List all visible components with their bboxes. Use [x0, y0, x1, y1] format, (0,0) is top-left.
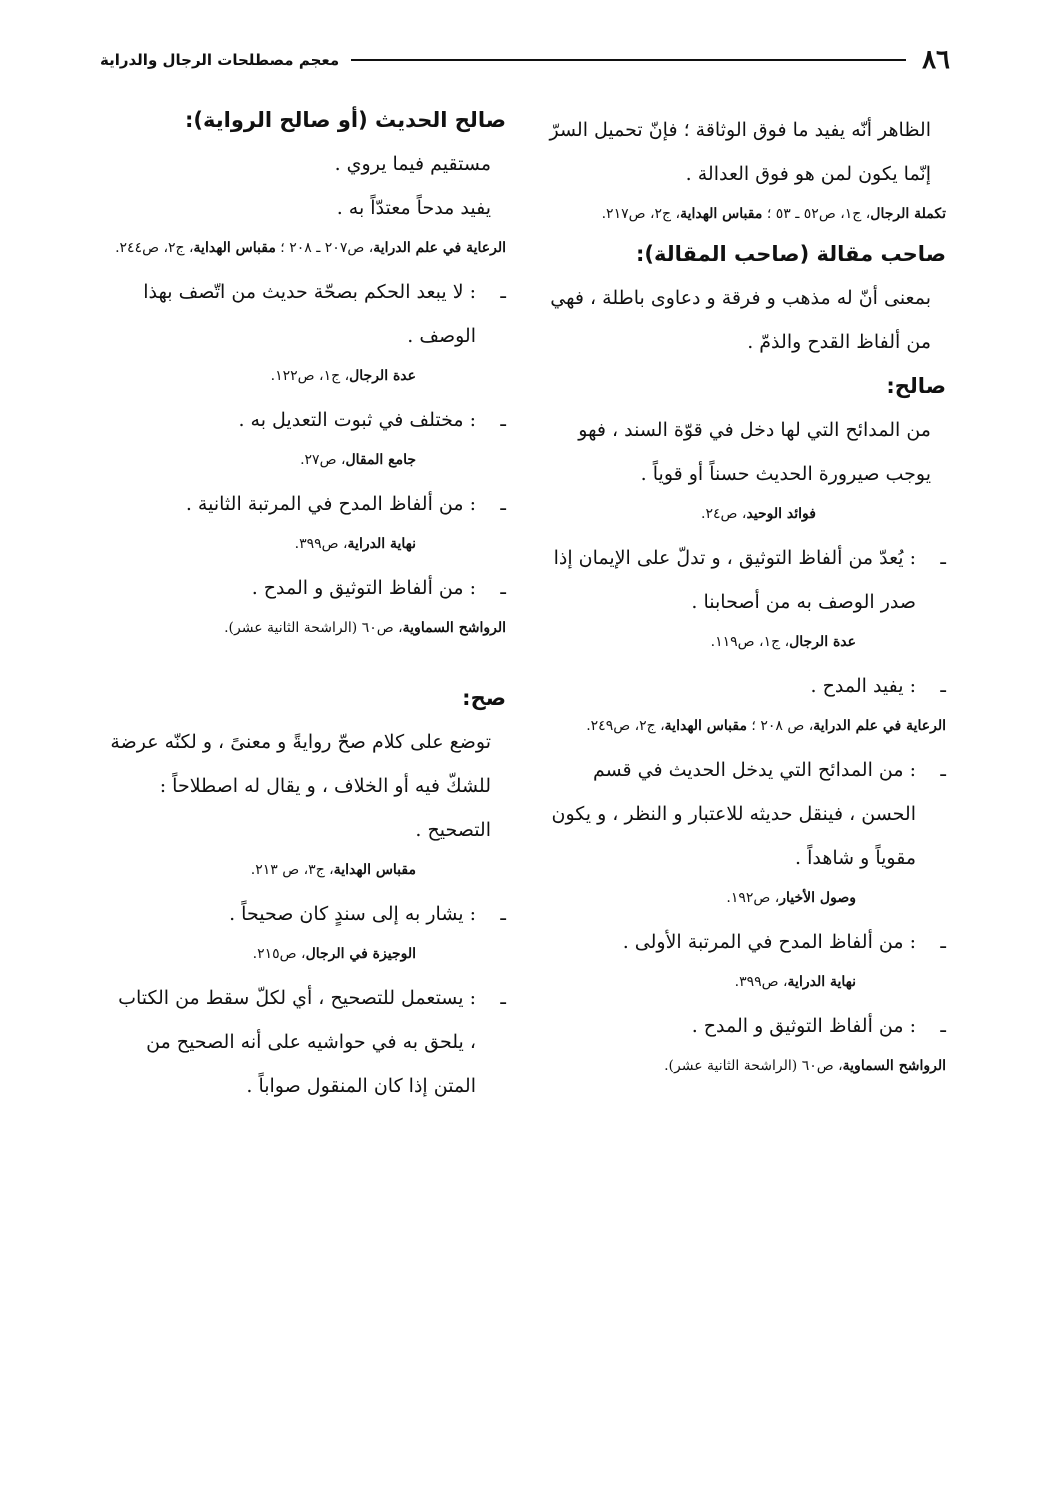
reference: [541, 624, 946, 660]
ref-source: عدة الرجال: [349, 368, 416, 384]
ref-source: فوائد الوحيد: [746, 506, 816, 522]
definition-text: : من ألفاظ المدح في المرتبة الثانية .: [185, 493, 476, 515]
entry-title: صح:: [462, 686, 506, 710]
ref-source: مقباس الهداية: [664, 718, 747, 734]
reference: [541, 708, 946, 744]
definition-text: : يشار به إلى سندٍ كان صحيحاً .: [229, 903, 476, 925]
ref-location: ، ج٣، ص ٢١٣.: [250, 862, 334, 878]
definition-text: : من ألفاظ المدح في المرتبة الأولى .: [622, 931, 916, 953]
header-rule: [351, 59, 906, 61]
entry-title: صاحب مقالة (صاحب المقالة):: [635, 242, 946, 266]
definition: [106, 270, 506, 358]
ref-location: ، ج١، ص١١٩.: [710, 634, 790, 650]
entry-sahh: [106, 686, 506, 1108]
entry-title: صالح الحديث (أو صالح الرواية):: [185, 108, 506, 132]
page-header: [100, 40, 950, 80]
ref-location: ، ص٣٩٩.: [734, 974, 788, 990]
definition-dash: ـ: [500, 409, 506, 431]
definition: [106, 976, 506, 1108]
book-title: معجم مصطلحات الرجال والدراية: [100, 51, 340, 69]
entry-text: من المدائح التي لها دخل في قوّة السند ، فهو يوجب صيرورة الحديث حسناً أو قوياً .: [578, 419, 931, 485]
entry-text: بمعنى أنّ له مذهب و فرقة و دعاوى باطلة ، فهي من ألفاظ القدح والذمّ .: [550, 287, 931, 353]
definition-dash: ـ: [940, 1015, 946, 1037]
definition-text: : لا يبعد الحكم بصحّة حديث من اتّصف بهذا الوصف .: [143, 281, 476, 347]
ref-location: ، ج١، ص٥٢ ـ ٥٣ ؛: [766, 206, 871, 222]
ref-location: ، ص٦٠ (الراشحة الثانية عشر).: [224, 620, 403, 636]
reference: [106, 526, 506, 562]
entry-title: صالح:: [886, 374, 946, 398]
definition: [541, 536, 946, 624]
entry-salih-al-hadith: [106, 108, 506, 646]
ref-source: تكملة الرجال: [870, 206, 946, 222]
entry-text: توضع على كلام صحّ روايةً و معنىً ، و لكنّه عرضة للشكّ فيه أو الخلاف ، و يقال له اصطلاحاً : التصحيح .: [110, 731, 491, 841]
definition-dash: ـ: [500, 903, 506, 925]
definition: [541, 920, 946, 964]
reference: [541, 880, 946, 916]
reference: [106, 358, 506, 394]
ref-source: جامع المقال: [345, 452, 416, 468]
definition: [541, 1004, 946, 1048]
intro-text: الظاهر أنّه يفيد ما فوق الوثاقة ؛ فإنّ تحميل السرّ إنّما يكون لمن هو فوق العدالة .: [549, 119, 931, 185]
entry-text: مستقيم فيما يروي .: [334, 153, 491, 175]
ref-location: ، ص٦٠ (الراشحة الثانية عشر).: [664, 1058, 843, 1074]
definition-dash: ـ: [500, 987, 506, 1009]
definition: [106, 892, 506, 936]
reference: [106, 230, 506, 266]
entry-salih: [541, 374, 946, 1084]
definition-text: : يستعمل للتصحيح ، أي لكلّ سقط من الكتاب ، يلحق به في حواشيه على أنه الصحيح من المتن إذا كان المنقول صواباً .: [118, 987, 476, 1097]
reference: [106, 610, 506, 646]
definition-text: : من المدائح التي يدخل الحديث في قسم الحسن ، فينقل حديثه للاعتبار و النظر ، و يكون مقوياً و شاهداً .: [551, 759, 916, 869]
definition: [106, 482, 506, 526]
entry-gap: [106, 652, 506, 676]
definition-dash: ـ: [500, 281, 506, 303]
ref-source: الوجيزة في الرجال: [305, 946, 416, 962]
ref-source: نهاية الدراية: [787, 974, 856, 990]
reference: [106, 852, 506, 888]
ref-location: ، ج٢، ص٢٤٩.: [586, 718, 665, 734]
ref-source: عدة الرجال: [789, 634, 856, 650]
ref-location: ، ص٢٧.: [300, 452, 346, 468]
definition-dash: ـ: [500, 493, 506, 515]
ref-source: مقباس الهداية: [333, 862, 416, 878]
reference: [106, 442, 506, 478]
reference: [541, 496, 946, 532]
reference: [106, 936, 506, 972]
definition-text: : من ألفاظ التوثيق و المدح .: [691, 1015, 916, 1037]
definition-text: : مختلف في ثبوت التعديل به .: [238, 409, 476, 431]
ref-location: ، ص٢١٥.: [252, 946, 306, 962]
ref-source: وصول الأخيار: [779, 890, 856, 906]
ref-source: مقباس الهداية: [193, 240, 276, 256]
ref-source: الرعاية في علم الدراية: [813, 718, 946, 734]
definition-text: : يفيد المدح .: [810, 675, 916, 697]
reference: [541, 1048, 946, 1084]
ref-source: الرواشح السماوية: [842, 1058, 946, 1074]
ref-location: ، ص ٢٠٨ ؛: [751, 718, 814, 734]
definition: [541, 664, 946, 708]
definition: [541, 748, 946, 880]
definition-dash: ـ: [500, 577, 506, 599]
ref-location: ، ص٢٠٧ ـ ٢٠٨ ؛: [280, 240, 374, 256]
ref-source: الرواشح السماوية: [402, 620, 506, 636]
right-column: [541, 108, 946, 1090]
entry-text: يفيد مدحاً معتدّاً به .: [336, 197, 491, 219]
ref-location: ، ص١٩٢.: [726, 890, 780, 906]
ref-location: ، ص٣٩٩.: [294, 536, 348, 552]
ref-location: ، ج٢، ص٢٤٤.: [115, 240, 194, 256]
definition-dash: ـ: [940, 547, 946, 569]
left-column: [106, 108, 506, 1114]
reference: [541, 964, 946, 1000]
definition-dash: ـ: [940, 675, 946, 697]
definition-text: : من ألفاظ التوثيق و المدح .: [251, 577, 476, 599]
ref-source: نهاية الدراية: [347, 536, 416, 552]
definition-dash: ـ: [940, 931, 946, 953]
page-number: ٨٦: [922, 45, 950, 75]
entry-sahib-maqala: [541, 242, 946, 364]
definition-text: : يُعدّ من ألفاظ التوثيق ، و تدلّ على الإيمان إذا صدر الوصف به من أصحابنا .: [553, 547, 916, 613]
reference: [541, 196, 946, 232]
definition: [106, 398, 506, 442]
ref-location: ، ص٢٤.: [701, 506, 747, 522]
ref-location: ، ج١، ص١٢٢.: [270, 368, 350, 384]
ref-location: ، ج٢، ص٢١٧.: [601, 206, 681, 222]
definition: [106, 566, 506, 610]
ref-source: الرعاية في علم الدراية: [373, 240, 506, 256]
definition-dash: ـ: [940, 759, 946, 781]
ref-source: مقباس الهداية: [680, 206, 763, 222]
